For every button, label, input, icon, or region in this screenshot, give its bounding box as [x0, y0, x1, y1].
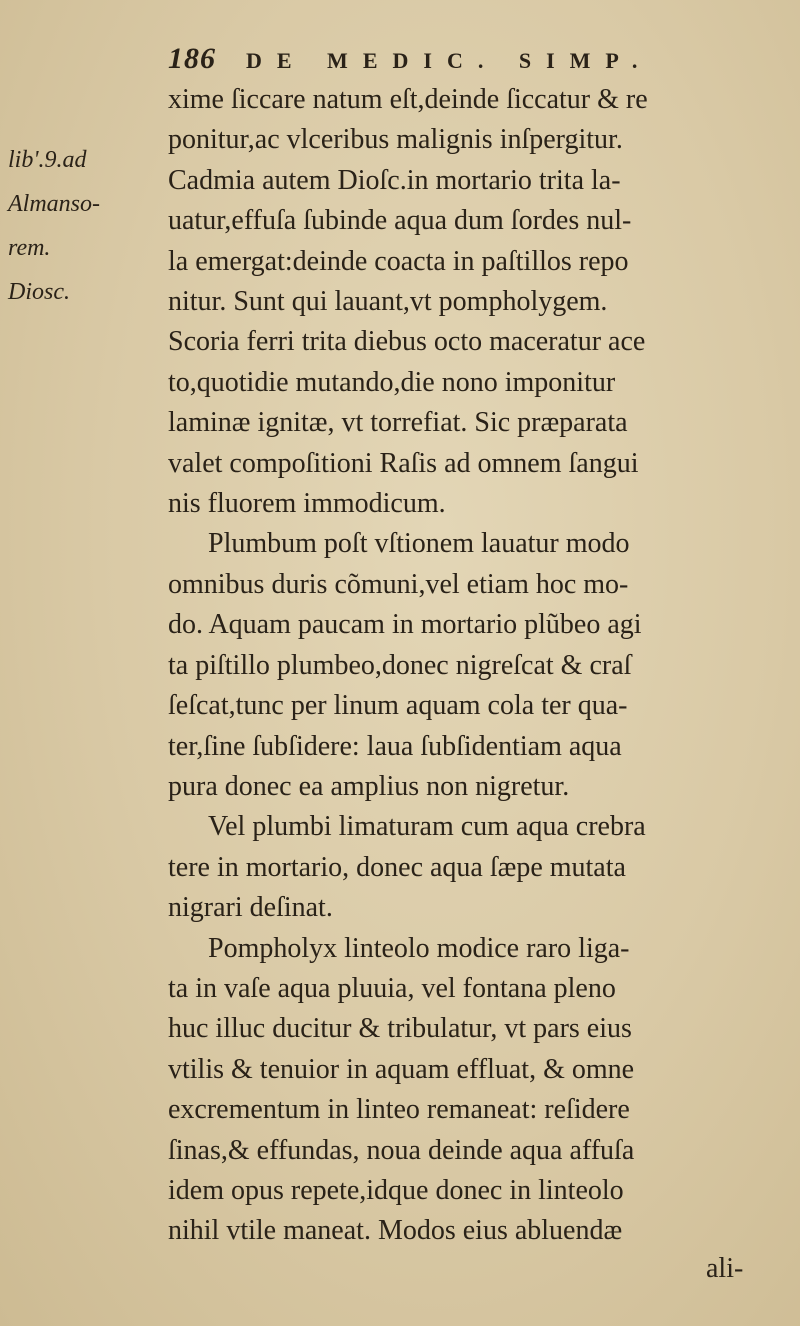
text-line: nis fluorem immodicum.	[168, 488, 446, 520]
text-line: Cadmia autem Dioſc.in mortario trita la-	[168, 164, 621, 196]
text-line: pura donec ea amplius non nigretur.	[168, 770, 570, 802]
text-line: Scoria ferri trita diebus octo maceratur ace	[168, 326, 646, 358]
text-line: ſinas,& effundas, noua deinde aqua affuſa	[168, 1134, 635, 1166]
margin-note-line: Diosc.	[8, 279, 70, 305]
text-line: ta in vaſe aqua pluuia, vel fontana pleno	[168, 972, 616, 1004]
page-number: 186	[168, 42, 216, 75]
text-line: Pompholyx linteolo modice raro liga-	[208, 932, 630, 964]
text-line: idem opus repete,idque donec in linteolo	[168, 1174, 624, 1206]
text-line: to,quotidie mutando,die nono imponitur	[168, 366, 616, 398]
text-line: laminæ ignitæ, vt torrefiat. Sic præparata	[168, 407, 628, 439]
text-line: ta piſtillo plumbeo,donec nigreſcat & craſ	[168, 649, 632, 681]
catchword: ali-	[706, 1253, 744, 1284]
text-line: omnibus duris cõmuni,vel etiam hoc mo-	[168, 568, 629, 600]
running-title: DE MEDIC. SIMP.	[246, 48, 653, 73]
text-line: Plumbum poſt vſtionem lauatur modo	[208, 528, 630, 560]
margin-note-line: lib'.9.ad	[8, 147, 87, 173]
text-line: huc illuc ducitur & tribulatur, vt pars eius	[168, 1013, 632, 1045]
text-line: la emergat:deinde coacta in paſtillos repo	[168, 245, 629, 277]
body-text	[168, 80, 768, 1252]
text-line: nihil vtile maneat. Modos eius abluendæ	[168, 1215, 623, 1247]
text-line: tere in mortario, donec aqua ſæpe mutata	[168, 851, 626, 883]
text-line: vtilis & tenuior in aquam effluat, & omne	[168, 1053, 635, 1085]
page-header	[168, 42, 728, 76]
text-line: ponitur,ac vlceribus malignis inſpergitur.	[168, 124, 623, 156]
text-line: do. Aquam paucam in mortario plũbeo agi	[168, 609, 642, 641]
text-line: ſeſcat,tunc per linum aquam cola ter qua-	[168, 690, 628, 722]
margin-note	[8, 138, 148, 314]
text-line: valet compoſitioni Raſis ad omnem ſangui	[168, 447, 639, 479]
text-line: nigrari deſinat.	[168, 892, 333, 924]
margin-note-line: rem.	[8, 235, 51, 261]
text-line: ter,ſine ſubſidere: laua ſubſidentiam aqua	[168, 730, 622, 762]
text-line: uatur,effuſa ſubinde aqua dum ſordes nul-	[168, 205, 632, 237]
text-line: xime ſiccare natum eſt,deinde ſiccatur & re	[168, 84, 648, 115]
text-line: Vel plumbi limaturam cum aqua crebra	[208, 811, 646, 843]
margin-note-line: Almanso-	[8, 191, 100, 217]
text-line: excrementum in linteo remaneat: reſidere	[168, 1094, 630, 1126]
text-line: nitur. Sunt qui lauant,vt pompholygem.	[168, 286, 608, 318]
